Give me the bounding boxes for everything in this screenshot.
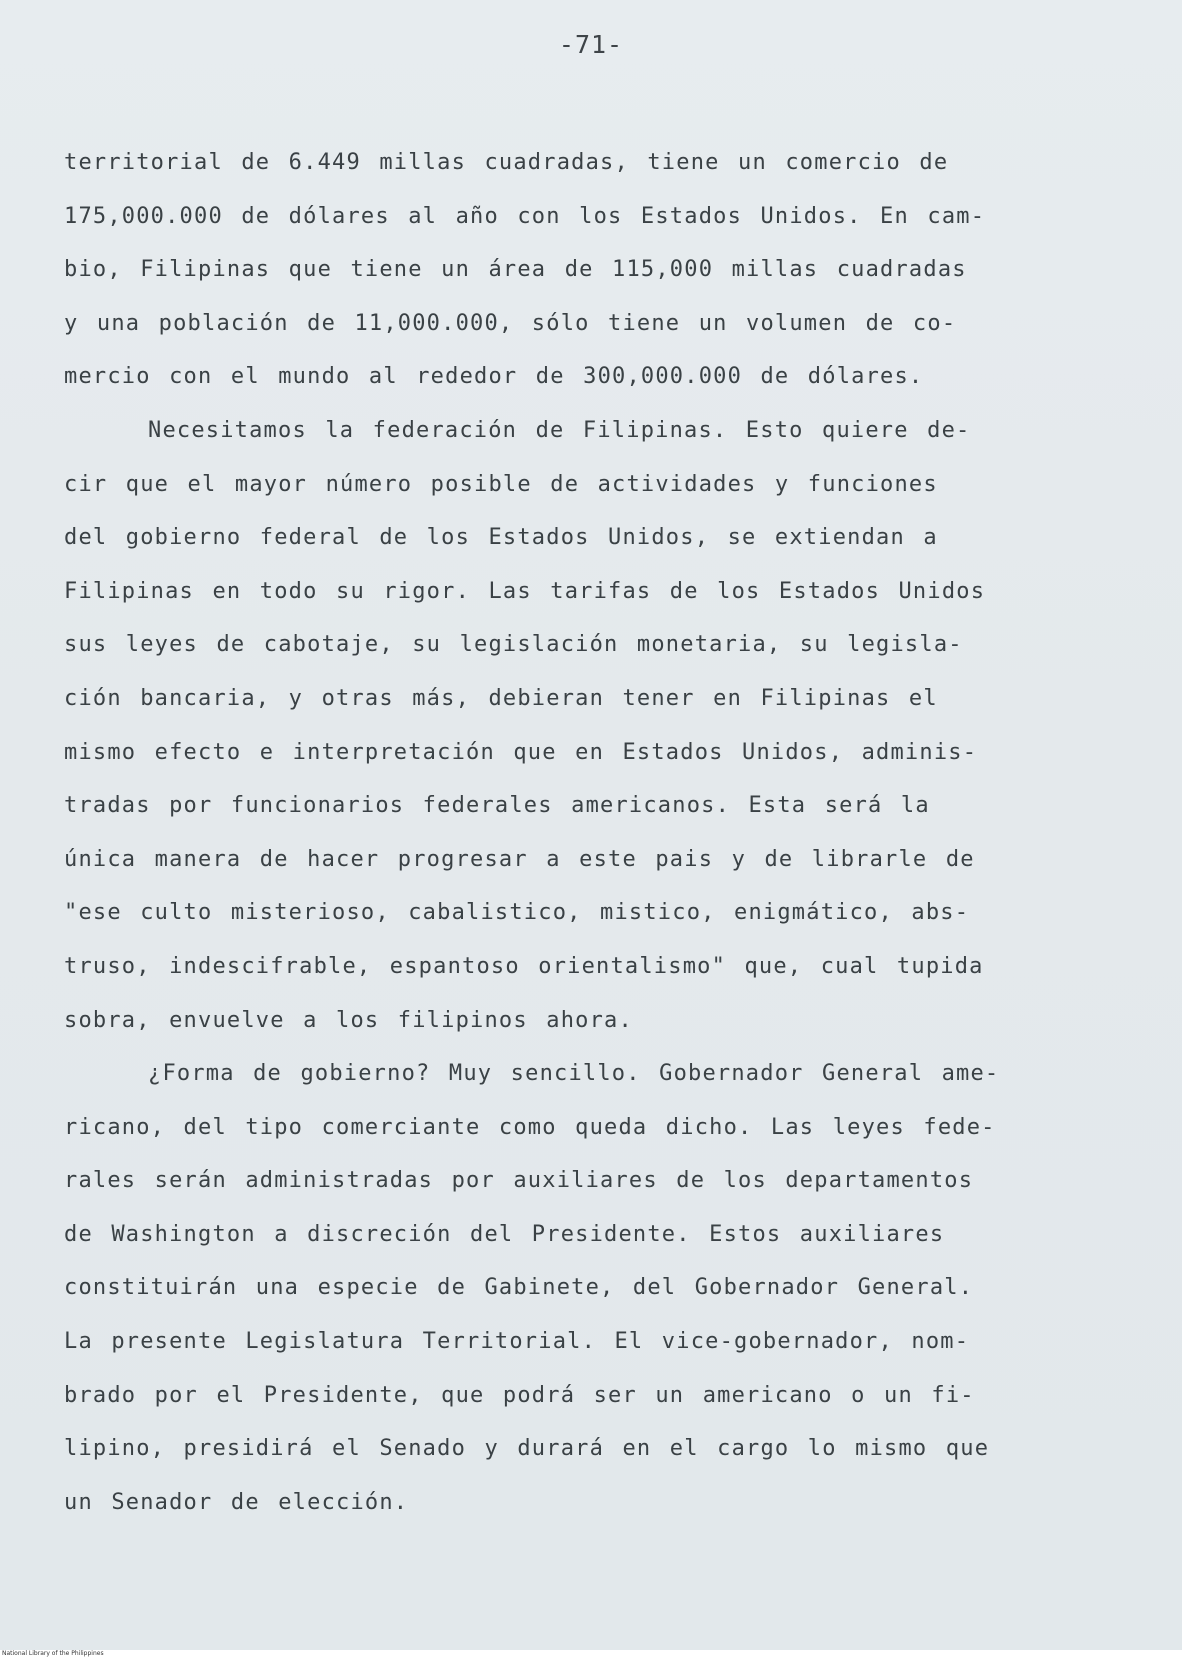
text-line: de Washington a discreción del Presidente. Estos auxiliares xyxy=(64,1221,945,1247)
paragraph xyxy=(64,404,1144,1047)
page-number: -71- xyxy=(558,30,624,59)
footer-bar xyxy=(0,1650,1182,1658)
text-line: única manera de hacer progresar a este pais y de librarle de xyxy=(64,846,975,872)
text-line: mercio con el mundo al rededor de 300,000.000 de dólares. xyxy=(64,364,924,390)
text-line: truso, indescifrable, espantoso orientalismo" que, cual tupida xyxy=(64,953,984,979)
text-line: sobra, envuelve a los filipinos ahora. xyxy=(64,1007,633,1033)
paragraph xyxy=(64,1047,1144,1529)
text-line: y una población de 11,000.000, sólo tiene un volumen de co- xyxy=(64,310,957,336)
paragraph xyxy=(64,136,1144,404)
text-line: cir que el mayor número posible de actividades y funciones xyxy=(64,471,938,497)
text-line: tradas por funcionarios federales americanos. Esta será la xyxy=(64,793,930,819)
text-line: territorial de 6.449 millas cuadradas, tiene un comercio de xyxy=(64,150,949,175)
text-line: brado por el Presidente, que podrá ser un americano o un fi- xyxy=(64,1382,975,1408)
text-line: 175,000.000 de dólares al año con los Estados Unidos. En cam- xyxy=(64,203,986,229)
text-line: un Senador de elección. xyxy=(64,1489,409,1515)
text-line: mismo efecto e interpretación que en Estados Unidos, adminis- xyxy=(64,739,978,765)
document-body xyxy=(64,136,1144,1529)
text-line: ¿Forma de gobierno? Muy sencillo. Gobernador General ame- xyxy=(148,1061,1000,1087)
text-line: sus leyes de cabotaje, su legislación monetaria, su legisla- xyxy=(64,632,963,658)
text-line: lipino, presidirá el Senado y durará en el cargo lo mismo que xyxy=(64,1436,990,1462)
text-line: bio, Filipinas que tiene un área de 115,000 millas cuadradas xyxy=(64,257,967,283)
text-line: "ese culto misterioso, cabalistico, mistico, enigmático, abs- xyxy=(64,900,970,926)
text-line: constituirán una especie de Gabinete, del Gobernador General. xyxy=(64,1275,974,1301)
text-line: del gobierno federal de los Estados Unidos, se extiendan a xyxy=(64,525,938,551)
text-line: La presente Legislatura Territorial. El vice-gobernador, nom- xyxy=(64,1329,970,1355)
text-line: rales serán administradas por auxiliares de los departamentos xyxy=(64,1168,974,1194)
text-line: ción bancaria, y otras más, debieran tener en Filipinas el xyxy=(64,685,938,711)
text-line: Filipinas en todo su rigor. Las tarifas de los Estados Unidos xyxy=(64,578,986,604)
text-line: Necesitamos la federación de Filipinas. Esto quiere de- xyxy=(148,417,971,443)
text-line: ricano, del tipo comerciante como queda dicho. Las leyes fede- xyxy=(64,1114,996,1140)
footer-credit: National Library of the Philippines xyxy=(2,1650,104,1657)
